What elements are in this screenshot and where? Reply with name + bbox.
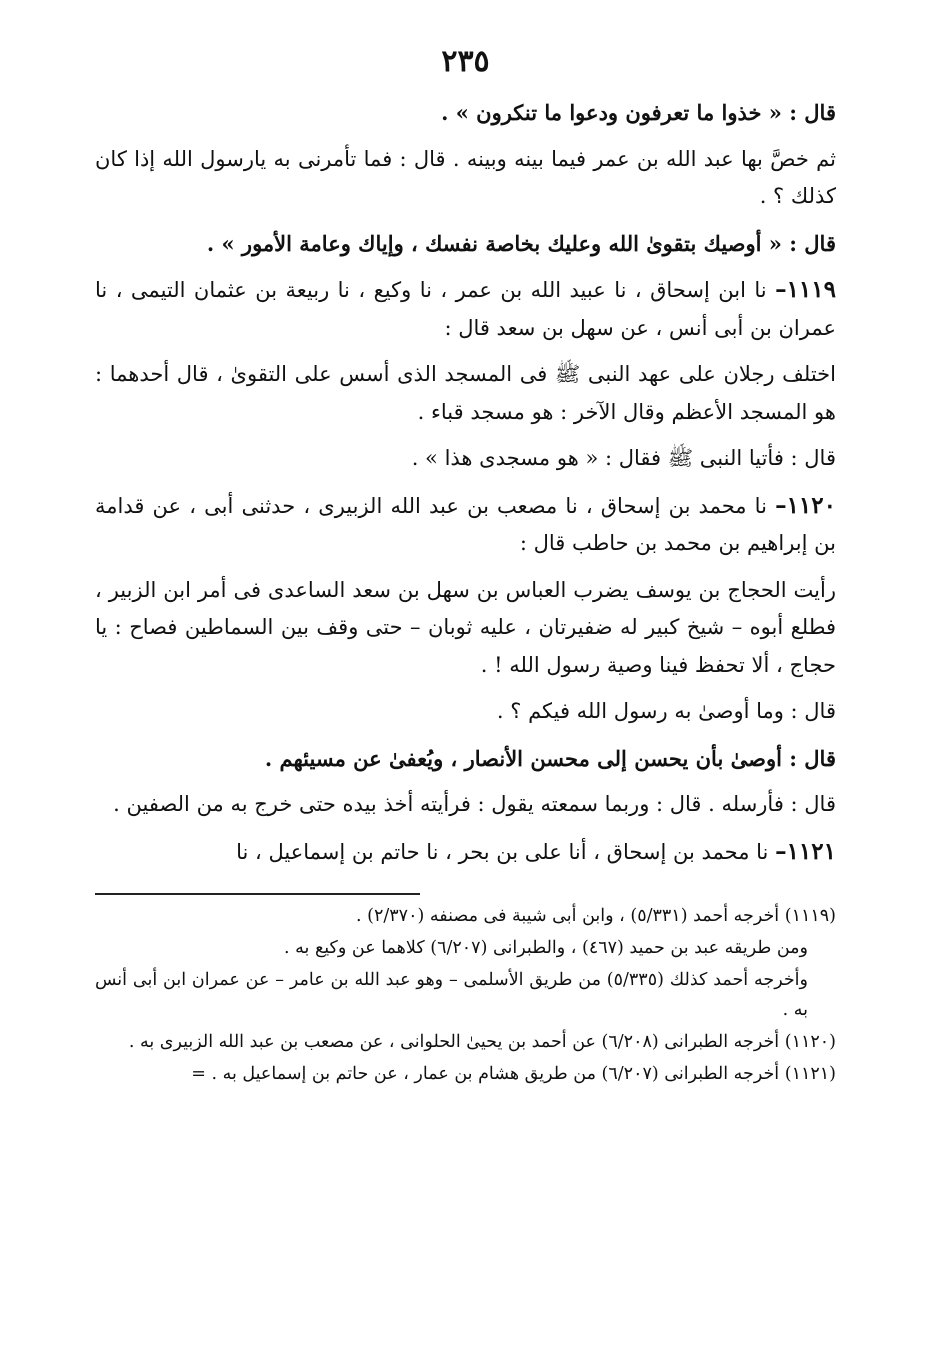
hadith-number: ١١٢٠– — [775, 491, 836, 519]
hadith-paragraph — [95, 271, 836, 347]
paragraph: قال : فأرسله . قال : وربما سمعته يقول : فرأيته أخذ بيده حتى خرج به من الصفين . — [113, 792, 836, 816]
paragraph: قال : « أوصيك بتقوىٰ الله وعليك بخاصة نفسك ، وإياك وعامة الأمور » . — [206, 230, 836, 256]
paragraph: قال : « خذوا ما تعرفون ودعوا ما تنكرون » . — [441, 100, 836, 125]
paragraph: قال : فأتيا النبى ﷺ فقال : « هو مسجدى هذا » . — [411, 446, 836, 470]
footnote-separator — [95, 893, 420, 895]
paragraph: اختلف رجلان على عهد النبى ﷺ فى المسجد الذى أسس على التقوىٰ ، قال أحدهما : هو المسجد الأعظم وقال الآخر : هو مسجد قباء . — [95, 362, 836, 424]
hadith-paragraph — [95, 487, 836, 563]
hadith-number: ١١١٩– — [775, 276, 836, 303]
paragraph: ثم خصَّ بها عبد الله بن عمر فيما بينه وبينه . قال : فما تأمرنى به يارسول الله إذا كان كذلك ؟ . — [95, 146, 836, 208]
hadith-chain: نا محمد بن إسحاق ، أنا على بن بحر ، نا حاتم بن إسماعيل ، نا — [236, 839, 776, 864]
footnote: (١١١٩) أخرجه أحمد (٥/٣٣١) ، وابن أبى شيبة فى مصنفه (٢/٣٧٠) . — [356, 906, 836, 926]
footnote: (١١٢١) أخرجه الطبرانى (٦/٢٠٧) من طريق هشام بن عمار ، عن حاتم بن إسماعيل به . = — [191, 1064, 836, 1084]
footnote: وأخرجه أحمد كذلك (٥/٣٣٥) من طريق الأسلمى – وهو عبد الله بن عامر – عن عمران ابن أبى أنس به . — [95, 970, 808, 1020]
paragraph: قال : وما أوصىٰ به رسول الله فيكم ؟ . — [496, 699, 836, 723]
hadith-chain: نا ابن إسحاق ، نا عبيد الله بن عمر ، نا وكيع ، نا ربيعة بن عثمان التيمى ، نا عمران بن أبى أنس ، عن سهل بن سعد قال : — [95, 278, 836, 340]
footnotes — [95, 901, 836, 1089]
main-text — [95, 94, 836, 871]
paragraph: قال : أوصىٰ بأن يحسن إلى محسن الأنصار ، ويُعفىٰ عن مسيئهم . — [264, 745, 836, 771]
hadith-chain: نا محمد بن إسحاق ، نا مصعب بن عبد الله الزبيرى ، حدثنى أبى ، عن قدامة بن إبراهيم بن محمد بن حاطب قال : — [95, 493, 836, 555]
footnote: ومن طريقه عبد بن حميد (٤٦٧) ، والطبرانى (٦/٢٠٧) كلاهما عن وكيع به . — [284, 938, 808, 958]
footnote: (١١٢٠) أخرجه الطبرانى (٦/٢٠٨) عن أحمد بن يحيىٰ الحلوانى ، عن مصعب بن عبد الله الزبيرى به . — [128, 1032, 836, 1052]
hadith-paragraph — [95, 833, 836, 872]
page-number: ٢٣٥ — [441, 44, 490, 79]
paragraph: رأيت الحجاج بن يوسف يضرب العباس بن سهل بن سعد الساعدى فى أمر ابن الزبير ، فطلع أبوه – شيخ كبير له ضفيرتان ، عليه ثوبان – حتى وقف بين السماطين فصاح : يا حجاج ، ألا تحفظ فينا وصية رسول الله ! . — [95, 577, 836, 677]
hadith-number: ١١٢١– — [775, 837, 836, 865]
